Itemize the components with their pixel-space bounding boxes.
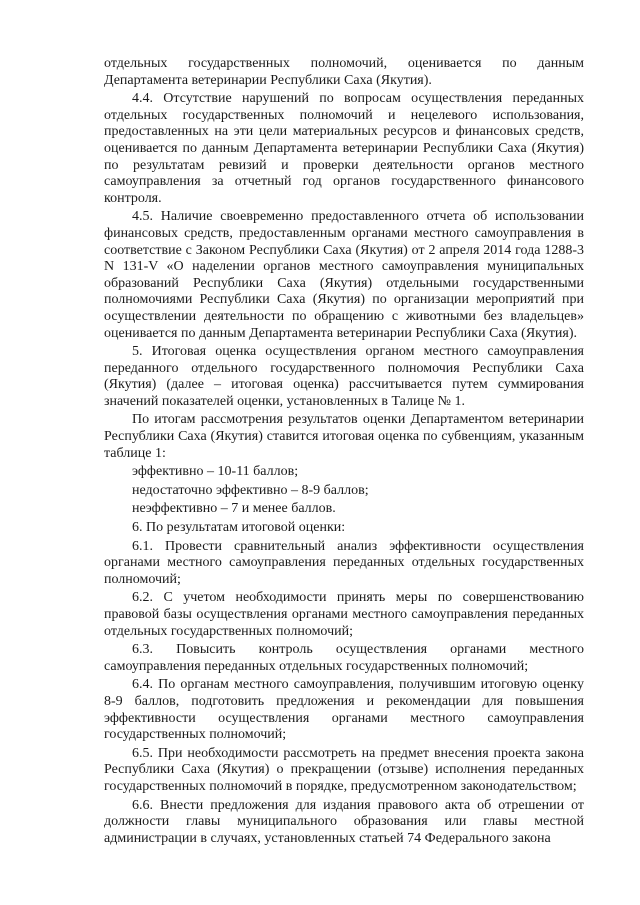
paragraph-6-6: 6.6. Внести предложения для издания правового акта об отрешении от должности главы муниципального образования или главы местной администрации в случаях, установленных статьей 74 Федерального закона (104, 797, 584, 846)
rating-insufficient: недостаточно эффективно – 8-9 баллов; (132, 482, 369, 498)
paragraph-6-3: 6.3. Повысить контроль осуществления органами местного самоуправления переданных отдельных государственных полномочий; (104, 642, 584, 674)
rating-effective: эффективно – 10-11 баллов; (132, 464, 299, 480)
paragraph-6-5: 6.5. При необходимости рассмотреть на предмет внесения проекта закона Республики Саха (Якутия) о прекращении (отзыве) исполнения переданных государственных полномочий в порядке, предусмотренном законодательством; (104, 745, 584, 794)
paragraph-6: 6. По результатам итоговой оценки: (132, 520, 346, 536)
paragraph-4-4: 4.4. Отсутствие нарушений по вопросам осуществления переданных отдельных государственных полномочий и нецелевого использования, предоставленных на эти цели материальных ресурсов и финансовых средств, оценивается по данным Департамента ветеринарии Республики Саха (Якутия) по результатам ревизий и проверки деятельности органов местного самоуправления за отчетный год органов государственного финансового контроля. (104, 91, 584, 206)
paragraph-intro-continuation: отдельных государственных полномочий, оценивается по данным Департамента ветеринарии Республики Саха (Якутия). (104, 56, 584, 88)
paragraph-6-2: 6.2. С учетом необходимости принять меры по совершенствованию правовой базы осуществления органами местного самоуправления переданных отдельных государственных полномочий; (104, 590, 584, 639)
paragraph-6-1: 6.1. Провести сравнительный анализ эффективности осуществления органами местного самоуправления переданных отдельных государственных полномочий; (104, 538, 584, 587)
paragraph-4-5: 4.5. Наличие своевременно предоставленного отчета об использовании финансовых средств, предоставленным органами местного самоуправления в соответствие с Законом Республики Саха (Якутия) от 2 апреля 2014 года 1288-3 N 131-V «О наделении органов местного самоуправления муниципальных образований Республики Саха (Якутия) отдельными государственными полномочиями Республики Саха (Якутия) по организации мероприятий при осуществлении деятельности по обращению с животными без владельцев» оценивается по данным Департамента ветеринарии Республики Саха (Якутия). (104, 209, 584, 341)
paragraph-results-summary: По итогам рассмотрения результатов оценки Департаментом ветеринарии Республики Саха (Якутия) ставится итоговая оценка по субвенциям, указанным таблице 1: (104, 412, 584, 461)
paragraph-6-4: 6.4. По органам местного самоуправления, получившим итоговую оценку 8-9 баллов, подготовить предложения и рекомендации для повышения эффективности осуществления органами местного самоуправления государственных полномочий; (104, 677, 584, 743)
paragraph-5: 5. Итоговая оценка осуществления органом местного самоуправления переданного отдельного государственного полномочия Республики Саха (Якутия) (далее – итоговая оценка) рассчитывается путем суммирования значений показателей оценки, установленных в Талице № 1. (104, 344, 584, 409)
rating-ineffective: неэффективно – 7 и менее баллов. (132, 501, 336, 517)
document-body (104, 56, 584, 847)
